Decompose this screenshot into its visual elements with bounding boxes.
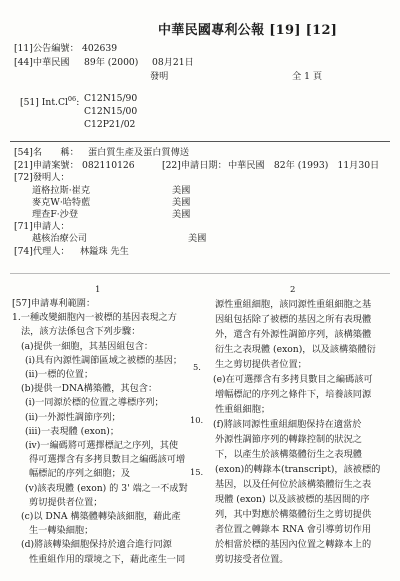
claim-line: (v)該表現體 (exon) 的 3' 端之一不成對 (25, 482, 188, 494)
agent-label: [74]代理人： (14, 246, 70, 257)
gazette-title: 中華民國專利公報 [19] [12] (158, 23, 338, 38)
publication-number-label: [11]公告編號： (14, 43, 79, 54)
application-date-label: [22]申請日期： (162, 160, 227, 171)
claim-line: (iv)一編碼將可選擇標記之序列，其使 (25, 440, 179, 452)
inventor-name: 道格拉斯·崔克 (32, 185, 91, 196)
claim-line: (d)將該轉染細胞保持於適合進行同源 (21, 539, 172, 551)
applicant-country: 美國 (188, 233, 207, 244)
claim-line: 性重組細胞； (215, 404, 271, 415)
inventor-name: 麥克W·哈特藍 (32, 197, 91, 208)
ipc-code: C12N15/00 (84, 106, 138, 117)
claim-line: 生之剪切提供者位置； (215, 359, 307, 370)
claim-line: (i)一同源於標的位置之導標序列； (25, 397, 164, 409)
claim-line: 性重組作用的環境之下，藉此產生一同 (29, 553, 186, 565)
patent-type: 發明 (150, 71, 169, 82)
claims-column-left (12, 297, 188, 567)
claim-line: (ii)一外源性調節序列； (25, 411, 121, 423)
claim-line: (c)以 DNA 構築體轉染該細胞，藉此產 (21, 511, 181, 523)
agent-name: 林鎰珠 先生 (80, 246, 129, 257)
claim-line: 剪切接受者位置。 (215, 554, 289, 565)
page-count: 全 1 頁 (292, 71, 323, 82)
claim-line: 外，還含有外源性調節序列，該構築體 (215, 329, 372, 340)
ipc-colon: : (76, 97, 80, 109)
column-page-number: 1 (95, 285, 101, 295)
claim-line: 法，該方法係包含下列步驟： (21, 326, 141, 338)
ipc-code: C12N15/90 (84, 93, 138, 104)
inventors-label: [72]發明人： (14, 172, 70, 183)
claim-line: 列，其中對應於構築體衍生之剪切提供 (215, 509, 372, 520)
claim-line: 幅標記的序列之細胞；及 (29, 468, 131, 480)
application-number-label: [21]申請案號： (14, 160, 79, 171)
claim-line: (b)提供一DNA構築體，其包含： (21, 383, 158, 395)
claim-line: (a)提供一細胞，其基因組包含： (21, 340, 154, 352)
line-number: 5. (193, 362, 201, 372)
claim-line: 現體 (exon) 以及該被標的基因間的序 (215, 494, 370, 505)
ipc-edition: 06 (67, 95, 77, 103)
invention-title-label: [54]名 稱： (14, 147, 79, 158)
claims-column-right (209, 297, 397, 567)
line-number: 15. (190, 467, 204, 477)
publication-date-year: 89年 (2000) (84, 57, 139, 68)
ipc-label (20, 93, 79, 109)
claim-line: 下，以產生於該構築體衍生之表現體 (215, 449, 362, 460)
applicant-name: 越核治療公司 (32, 233, 88, 244)
claim-line: (f)將該同源性重組細胞保持在適當於 (213, 419, 362, 430)
claim-line: (i)具有內源性調節區域之被標的基因； (25, 354, 183, 366)
divider (10, 273, 390, 274)
publication-number: 402639 (82, 43, 118, 54)
applicant-label: [71]申請人： (14, 221, 70, 232)
inventor-name: 理查F·沙登 (32, 209, 79, 220)
claim-line: (exon)的轉錄本(transcript)，該被標的 (215, 464, 381, 475)
claim-line: 於相當於標的基因內位置之轉錄本上的 (215, 539, 372, 550)
claim-line: (iii)一表現體 (exon)； (25, 425, 120, 437)
claim-line: 因組包括除了被標的基因之所有表現體 (215, 314, 372, 325)
application-number: 082110126 (82, 160, 135, 171)
claim-line: 外源性調節序列的轉錄控制的狀況之 (215, 434, 362, 445)
claim-line: 源性重組細胞，該同源性重組細胞之基 (215, 299, 372, 310)
claim-line: 剪切提供者位置； (29, 496, 103, 508)
claim-line: 得可選擇含有多拷貝數目之編碼該可增 (29, 454, 186, 466)
inventor-country: 美國 (172, 209, 191, 220)
claim-line: 1.一種改變細胞內一被標的基因表現之方 (12, 312, 177, 324)
column-page-number: 2 (290, 285, 296, 295)
inventor-country: 美國 (172, 197, 191, 208)
invention-title: 蛋白質生產及蛋白質傳送 (88, 147, 190, 158)
claim-line: (e)在可選擇含有多拷貝數目之編碼該可 (213, 374, 373, 385)
claim-line: 增幅標記的序列之條件下，培養該同源 (215, 389, 372, 400)
ipc-code: C12P21/02 (84, 119, 136, 130)
claim-line: 生一轉染細胞； (29, 525, 94, 537)
claim-line: 基因，以及任何位於該構築體衍生之表 (215, 479, 372, 490)
claims-heading: [57]申請專利範圍： (12, 298, 96, 309)
ipc-label-text: [51] Int.Cl (20, 97, 68, 109)
inventor-country: 美國 (172, 185, 191, 196)
application-date: 中華民國 82年 (1993) 11月30日 (228, 160, 380, 171)
claim-line: 者位置之轉錄本 RNA 會引導剪切作用 (215, 524, 372, 535)
claim-line: (ii)一標的位置； (25, 369, 94, 381)
publication-date-label: [44]中華民國 (14, 57, 70, 68)
line-number: 10. (190, 415, 204, 425)
claim-line: 衍生之表現體 (exon)，以及該構築體衍 (215, 344, 376, 355)
divider (10, 141, 390, 142)
publication-date-day: 08月21日 (152, 57, 194, 68)
